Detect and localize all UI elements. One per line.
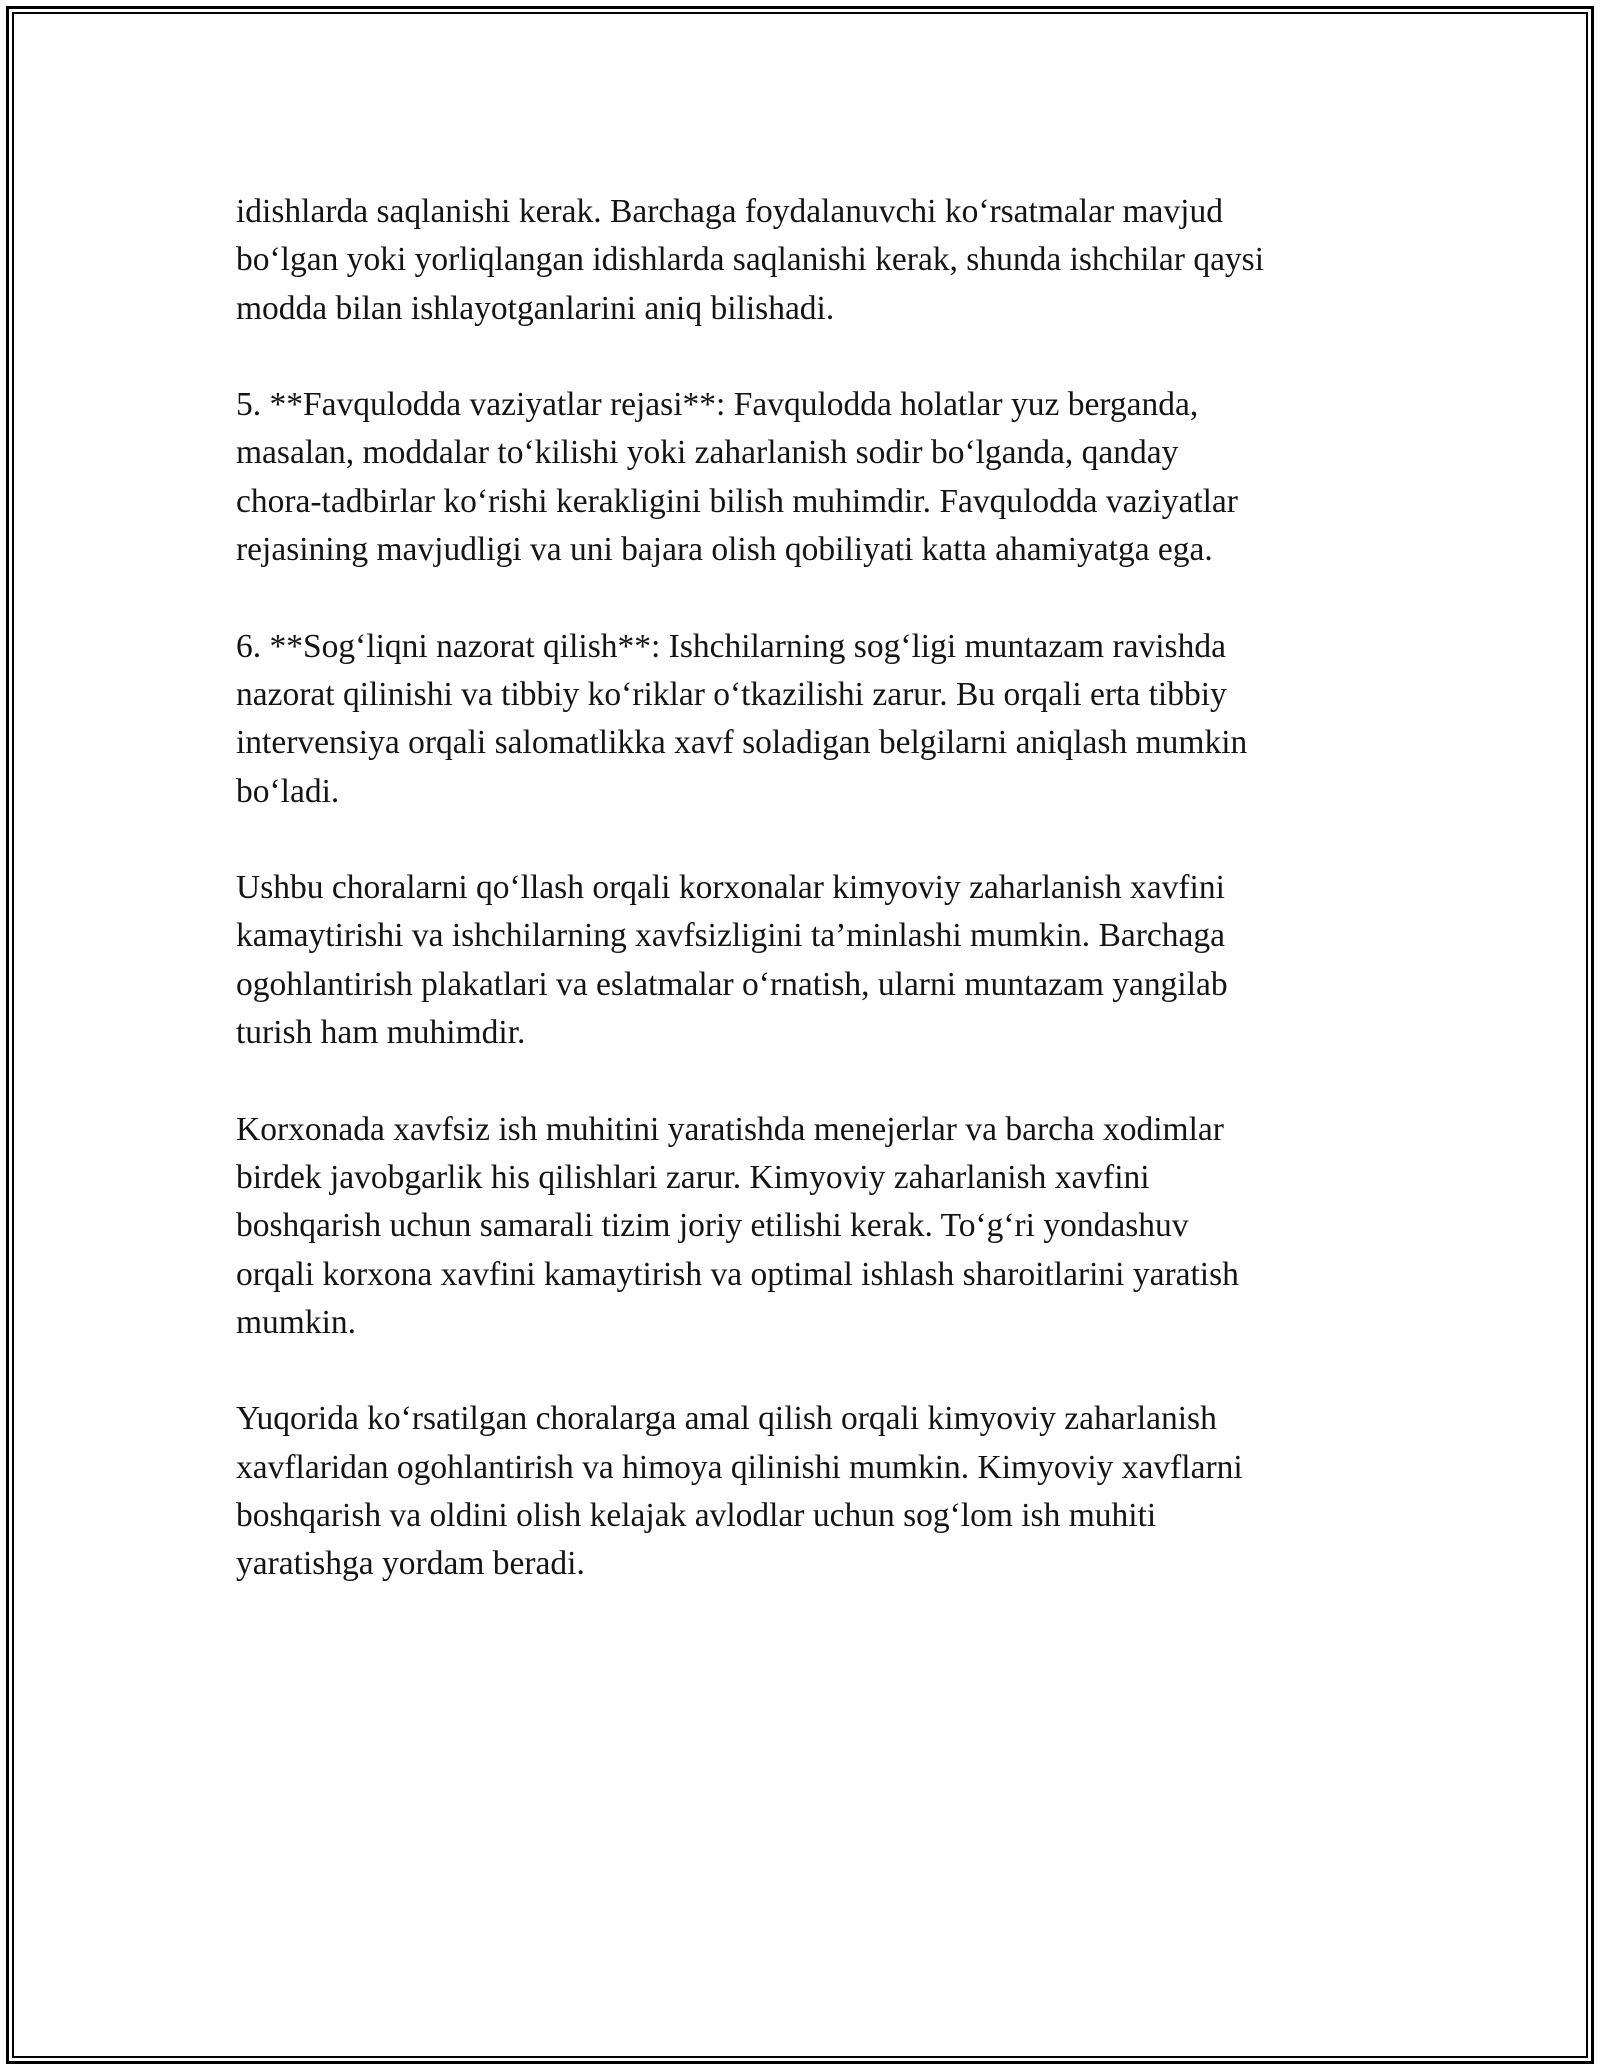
text-line: Yuqorida ko‘rsatilgan choralarga amal qilish orqali kimyoviy zaharlanish (236, 1400, 1217, 1438)
text-line: Ushbu choralarni qo‘llash orqali korxonalar kimyoviy zaharlanish xavfini (236, 869, 1225, 907)
text-line: bo‘ladi. (236, 772, 340, 810)
text-line: xavflaridan ogohlantirish va himoya qilinishi mumkin. Kimyoviy xavflarni (236, 1448, 1243, 1486)
text-line: Korxonada xavfsiz ish muhitini yaratishda menejerlar va barcha xodimlar (236, 1110, 1224, 1148)
text-line: birdek javobgarlik his qilishlari zarur. Kimyoviy zaharlanish xavfini (236, 1158, 1150, 1196)
text-line: boshqarish va oldini olish kelajak avlodlar uchun sog‘lom ish muhiti (236, 1497, 1157, 1535)
paragraph-measures-summary (236, 864, 1386, 1057)
text-line: boshqarish uchun samarali tizim joriy etilishi kerak. To‘g‘ri yondashuv (236, 1207, 1189, 1245)
text-line: intervensiya orqali salomatlikka xavf soladigan belgilarni aniqlash mumkin (236, 724, 1248, 762)
paragraph-health-monitoring (236, 623, 1386, 816)
paragraph-conclusion (236, 1395, 1386, 1588)
text-line: ogohlantirish plakatlari va eslatmalar o‘rnatish, ularni muntazam yangilab (236, 965, 1228, 1003)
text-line: mumkin. (236, 1303, 357, 1341)
paragraph-emergency-plan (236, 381, 1386, 574)
text-line: chora-tadbirlar ko‘rishi kerakligini bilish muhimdir. Favqulodda vaziyatlar (236, 482, 1238, 520)
text-line: orqali korxona xavfini kamaytirish va optimal ishlash sharoitlarini yaratish (236, 1255, 1239, 1293)
paragraph-storage-continuation (236, 188, 1386, 333)
text-line: 6. **Sog‘liqni nazorat qilish**: Ishchilarning sog‘ligi muntazam ravishda (236, 627, 1226, 665)
text-line: yaratishga yordam beradi. (236, 1545, 585, 1583)
text-line: rejasining mavjudligi va uni bajara olish qobiliyati katta ahamiyatga ega. (236, 531, 1213, 569)
text-line: bo‘lgan yoki yorliqlangan idishlarda saqlanishi kerak, shunda ishchilar qaysi (236, 241, 1265, 279)
text-line: nazorat qilinishi va tibbiy ko‘riklar o‘tkazilishi zarur. Bu orqali erta tibbiy (236, 675, 1227, 713)
text-line: turish ham muhimdir. (236, 1014, 526, 1052)
text-line: masalan, moddalar to‘kilishi yoki zaharlanish sodir bo‘lganda, qanday (236, 434, 1179, 472)
paragraph-safe-environment (236, 1106, 1386, 1347)
text-line: modda bilan ishlayotganlarini aniq bilishadi. (236, 289, 835, 327)
text-line: 5. **Favqulodda vaziyatlar rejasi**: Favqulodda holatlar yuz berganda, (236, 386, 1199, 424)
text-line: kamaytirishi va ishchilarning xavfsizligini ta’minlashi mumkin. Barchaga (236, 917, 1225, 955)
text-line: idishlarda saqlanishi kerak. Barchaga foydalanuvchi ko‘rsatmalar mavjud (236, 193, 1223, 230)
document-body (236, 188, 1386, 1637)
